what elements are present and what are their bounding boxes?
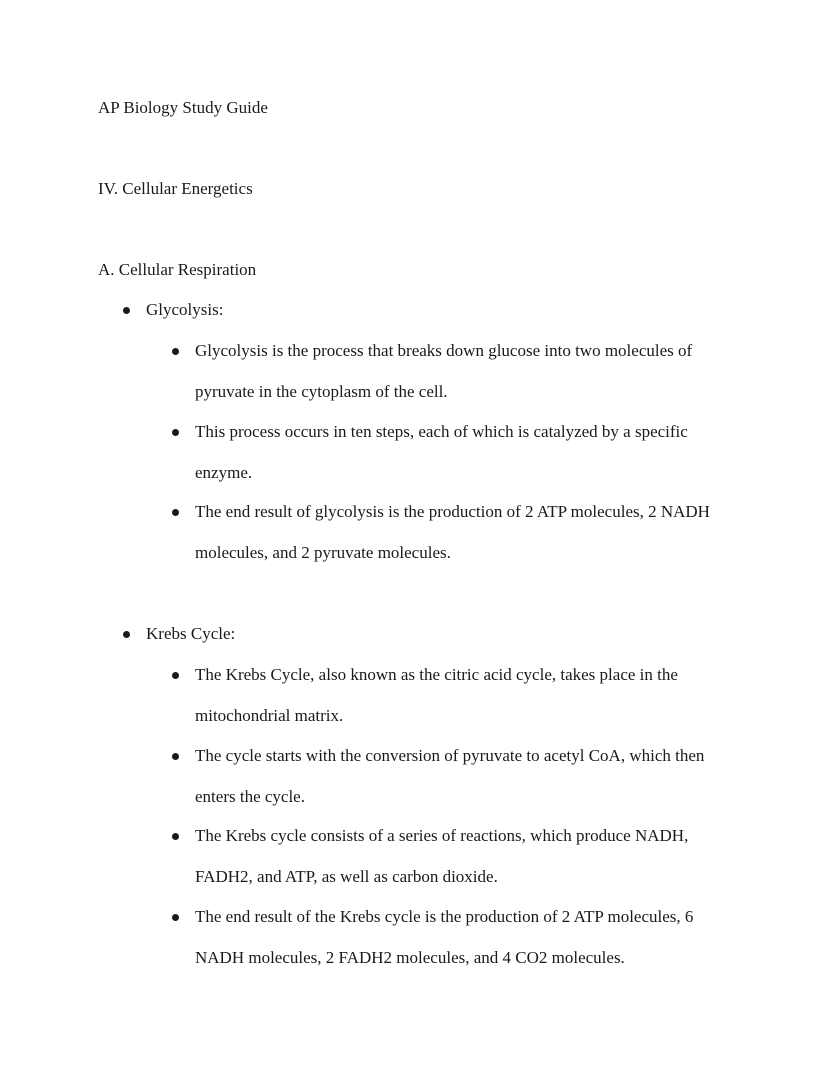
bullet-icon: [172, 509, 179, 516]
bullet-icon: [172, 833, 179, 840]
bullet-icon: [123, 307, 130, 314]
section-heading: A. Cellular Respiration: [98, 260, 257, 279]
krebs-point-3-line-2: FADH2, and ATP, as well as carbon dioxide.: [195, 867, 498, 886]
unit-heading: IV. Cellular Energetics: [98, 179, 253, 198]
glycolysis-point-2-line-1: This process occurs in ten steps, each of which is catalyzed by a specific: [195, 422, 688, 441]
glycolysis-point-2-line-2: enzyme.: [195, 463, 253, 482]
glycolysis-point-3-line-2: molecules, and 2 pyruvate molecules.: [195, 543, 451, 562]
glycolysis-point-1-line-1: Glycolysis is the process that breaks down glucose into two molecules of: [195, 341, 693, 360]
krebs-point-3-line-1: The Krebs cycle consists of a series of reactions, which produce NADH,: [195, 826, 689, 845]
krebs-point-4-line-2: NADH molecules, 2 FADH2 molecules, and 4 CO2 molecules.: [195, 948, 625, 967]
krebs-point-1-line-2: mitochondrial matrix.: [195, 706, 344, 725]
krebs-point-2-line-2: enters the cycle.: [195, 787, 305, 806]
krebs-point-4-line-1: The end result of the Krebs cycle is the production of 2 ATP molecules, 6: [195, 907, 694, 926]
bullet-icon: [123, 631, 130, 638]
glycolysis-label: Glycolysis:: [146, 300, 224, 319]
bullet-icon: [172, 429, 179, 436]
bullet-icon: [172, 672, 179, 679]
glycolysis-point-1-line-2: pyruvate in the cytoplasm of the cell.: [195, 382, 448, 401]
bullet-icon: [172, 348, 179, 355]
krebs-point-1-line-1: The Krebs Cycle, also known as the citric acid cycle, takes place in the: [195, 665, 678, 684]
krebs-point-2-line-1: The cycle starts with the conversion of pyruvate to acetyl CoA, which then: [195, 746, 705, 765]
glycolysis-point-3-line-1: The end result of glycolysis is the production of 2 ATP molecules, 2 NADH: [195, 502, 710, 521]
krebs-label: Krebs Cycle:: [146, 624, 236, 643]
document-title: AP Biology Study Guide: [98, 98, 268, 117]
bullet-icon: [172, 753, 179, 760]
bullet-icon: [172, 914, 179, 921]
